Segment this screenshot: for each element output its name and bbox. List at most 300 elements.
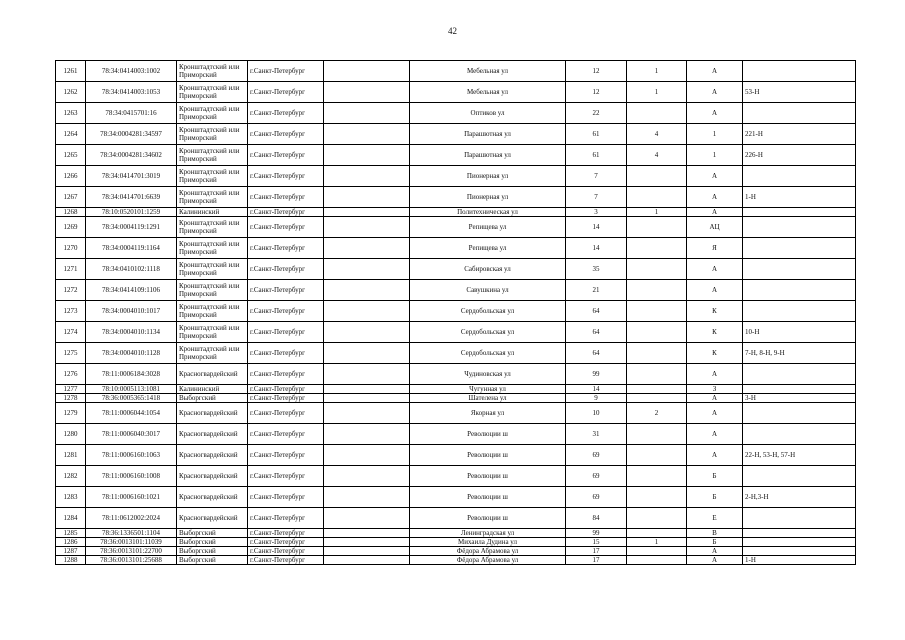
street-cell: Революции ш [410,466,566,487]
city-cell: г.Санкт-Петербург [248,187,324,208]
building-number-cell: 1 [627,538,687,547]
table-row [56,538,856,547]
district-cell: Кронштадтский или Приморский [177,187,248,208]
cadastral-number-cell: 78:11:0006160:1063 [86,445,177,466]
row-number-cell: 1284 [56,508,86,529]
building-number-cell: 1 [627,61,687,82]
letter-cell: К [687,301,743,322]
cadastral-number-cell: 78:11:0006160:1008 [86,466,177,487]
table-row [56,280,856,301]
row-number-cell: 1283 [56,487,86,508]
district-cell: Кронштадтский или Приморский [177,124,248,145]
empty-cell [324,322,410,343]
city-cell: г.Санкт-Петербург [248,301,324,322]
empty-cell [324,166,410,187]
building-number-cell [627,394,687,403]
table-row [56,343,856,364]
building-number-cell [627,385,687,394]
street-cell: Пионерная ул [410,187,566,208]
building-number-cell [627,424,687,445]
building-number-cell [627,547,687,556]
house-number-cell: 99 [566,364,627,385]
empty-cell [324,61,410,82]
city-cell: г.Санкт-Петербург [248,394,324,403]
house-number-cell: 15 [566,538,627,547]
house-number-cell: 35 [566,259,627,280]
building-number-cell [627,301,687,322]
city-cell: г.Санкт-Петербург [248,385,324,394]
house-number-cell: 12 [566,82,627,103]
empty-cell [324,508,410,529]
city-cell: г.Санкт-Петербург [248,466,324,487]
letter-cell: А [687,280,743,301]
city-cell: г.Санкт-Петербург [248,259,324,280]
row-number-cell: 1279 [56,403,86,424]
house-number-cell: 69 [566,445,627,466]
district-cell: Кронштадтский или Приморский [177,343,248,364]
street-cell: Чудиновская ул [410,364,566,385]
letter-cell: А [687,61,743,82]
building-number-cell [627,508,687,529]
street-cell: Фёдора Абрамова ул [410,556,566,565]
street-cell: Сердобольская ул [410,322,566,343]
table-row [56,208,856,217]
building-number-cell [627,322,687,343]
row-number-cell: 1265 [56,145,86,166]
empty-cell [324,364,410,385]
cadastral-number-cell: 78:10:0520101:1259 [86,208,177,217]
premises-cell: 53-Н [743,82,856,103]
street-cell: Сердобольская ул [410,301,566,322]
cadastral-number-cell: 78:34:0415701:16 [86,103,177,124]
city-cell: г.Санкт-Петербург [248,487,324,508]
district-cell: Кронштадтский или Приморский [177,259,248,280]
house-number-cell: 61 [566,145,627,166]
city-cell: г.Санкт-Петербург [248,322,324,343]
cadastral-number-cell: 78:36:0013101:25688 [86,556,177,565]
district-cell: Выборгский [177,556,248,565]
premises-cell [743,538,856,547]
empty-cell [324,445,410,466]
city-cell: г.Санкт-Петербург [248,208,324,217]
house-number-cell: 17 [566,556,627,565]
letter-cell: К [687,322,743,343]
table-row [56,508,856,529]
letter-cell: А [687,82,743,103]
row-number-cell: 1269 [56,217,86,238]
empty-cell [324,217,410,238]
empty-cell [324,466,410,487]
row-number-cell: 1281 [56,445,86,466]
building-number-cell [627,280,687,301]
table-row [56,322,856,343]
premises-cell [743,466,856,487]
table-row [56,61,856,82]
premises-cell [743,166,856,187]
premises-cell: 221-Н [743,124,856,145]
row-number-cell: 1286 [56,538,86,547]
letter-cell: А [687,103,743,124]
row-number-cell: 1268 [56,208,86,217]
street-cell: Революции ш [410,424,566,445]
empty-cell [324,124,410,145]
table-row [56,547,856,556]
premises-cell [743,280,856,301]
district-cell: Красногвардейский [177,424,248,445]
letter-cell: А [687,424,743,445]
street-cell: Сердобольская ул [410,343,566,364]
street-cell: Якорная ул [410,403,566,424]
cadastral-number-cell: 78:11:0006044:1054 [86,403,177,424]
building-number-cell [627,343,687,364]
table-row [56,445,856,466]
row-number-cell: 1288 [56,556,86,565]
table-row [56,145,856,166]
premises-cell [743,529,856,538]
premises-cell: 2-Н,3-Н [743,487,856,508]
house-number-cell: 99 [566,529,627,538]
city-cell: г.Санкт-Петербург [248,547,324,556]
city-cell: г.Санкт-Петербург [248,124,324,145]
premises-cell: 3-Н [743,394,856,403]
building-number-cell [627,364,687,385]
district-cell: Выборгский [177,529,248,538]
table-row [56,385,856,394]
district-cell: Красногвардейский [177,487,248,508]
street-cell: Шателена ул [410,394,566,403]
premises-cell [743,424,856,445]
district-cell: Кронштадтский или Приморский [177,280,248,301]
table-row [56,124,856,145]
district-cell: Кронштадтский или Приморский [177,145,248,166]
street-cell: Чугунная ул [410,385,566,394]
premises-cell: 22-Н, 53-Н, 57-Н [743,445,856,466]
empty-cell [324,238,410,259]
premises-cell [743,385,856,394]
table-row [56,424,856,445]
row-number-cell: 1277 [56,385,86,394]
district-cell: Кронштадтский или Приморский [177,238,248,259]
letter-cell: К [687,343,743,364]
premises-cell: 7-Н, 8-Н, 9-Н [743,343,856,364]
row-number-cell: 1271 [56,259,86,280]
building-number-cell: 4 [627,124,687,145]
table-row [56,394,856,403]
row-number-cell: 1270 [56,238,86,259]
row-number-cell: 1278 [56,394,86,403]
row-number-cell: 1267 [56,187,86,208]
city-cell: г.Санкт-Петербург [248,343,324,364]
cadastral-number-cell: 78:34:0004119:1291 [86,217,177,238]
district-cell: Кронштадтский или Приморский [177,166,248,187]
district-cell: Кронштадтский или Приморский [177,61,248,82]
empty-cell [324,529,410,538]
cadastral-number-cell: 78:36:0013101:22700 [86,547,177,556]
street-cell: Савушкина ул [410,280,566,301]
letter-cell: Е [687,508,743,529]
row-number-cell: 1263 [56,103,86,124]
letter-cell: А [687,259,743,280]
table-row [56,259,856,280]
table-row [56,403,856,424]
house-number-cell: 21 [566,280,627,301]
cadastral-number-cell: 78:34:0414701:6639 [86,187,177,208]
cadastral-number-cell: 78:10:0005113:1081 [86,385,177,394]
row-number-cell: 1273 [56,301,86,322]
cadastral-number-cell: 78:34:0414003:1002 [86,61,177,82]
letter-cell: А [687,166,743,187]
building-number-cell [627,103,687,124]
premises-cell: 1-Н [743,556,856,565]
table-row [56,103,856,124]
city-cell: г.Санкт-Петербург [248,238,324,259]
table-row [56,556,856,565]
house-number-cell: 14 [566,385,627,394]
district-cell: Кронштадтский или Приморский [177,82,248,103]
district-cell: Красногвардейский [177,445,248,466]
empty-cell [324,538,410,547]
house-number-cell: 31 [566,424,627,445]
empty-cell [324,394,410,403]
cadastral-number-cell: 78:34:0414701:3019 [86,166,177,187]
table-body [56,61,856,565]
letter-cell: Б [687,466,743,487]
house-number-cell: 9 [566,394,627,403]
city-cell: г.Санкт-Петербург [248,424,324,445]
cadastral-number-cell: 78:34:0410102:1118 [86,259,177,280]
row-number-cell: 1287 [56,547,86,556]
cadastral-number-cell: 78:11:0006040:3017 [86,424,177,445]
empty-cell [324,556,410,565]
house-number-cell: 14 [566,238,627,259]
street-cell: Сабировская ул [410,259,566,280]
letter-cell: АЦ [687,217,743,238]
empty-cell [324,403,410,424]
district-cell: Выборгский [177,547,248,556]
premises-cell [743,508,856,529]
building-number-cell [627,217,687,238]
table-row [56,82,856,103]
city-cell: г.Санкт-Петербург [248,280,324,301]
row-number-cell: 1275 [56,343,86,364]
city-cell: г.Санкт-Петербург [248,103,324,124]
city-cell: г.Санкт-Петербург [248,145,324,166]
letter-cell: Б [687,487,743,508]
empty-cell [324,343,410,364]
street-cell: Революции ш [410,445,566,466]
district-cell: Красногвардейский [177,403,248,424]
letter-cell: А [687,364,743,385]
cadastral-number-cell: 78:34:0004281:34597 [86,124,177,145]
empty-cell [324,547,410,556]
row-number-cell: 1276 [56,364,86,385]
house-number-cell: 7 [566,187,627,208]
house-number-cell: 17 [566,547,627,556]
row-number-cell: 1282 [56,466,86,487]
city-cell: г.Санкт-Петербург [248,508,324,529]
empty-cell [324,82,410,103]
letter-cell: Б [687,538,743,547]
street-cell: Репищева ул [410,238,566,259]
district-cell: Калининский [177,385,248,394]
letter-cell: А [687,556,743,565]
house-number-cell: 7 [566,166,627,187]
building-number-cell [627,166,687,187]
cadastral-number-cell: 78:34:0414109:1106 [86,280,177,301]
page-number: 42 [448,26,457,36]
row-number-cell: 1285 [56,529,86,538]
street-cell: Революции ш [410,508,566,529]
district-cell: Кронштадтский или Приморский [177,301,248,322]
city-cell: г.Санкт-Петербург [248,529,324,538]
letter-cell: А [687,403,743,424]
premises-cell: 1-Н [743,187,856,208]
city-cell: г.Санкт-Петербург [248,403,324,424]
premises-cell [743,364,856,385]
table-row [56,466,856,487]
letter-cell: З [687,385,743,394]
city-cell: г.Санкт-Петербург [248,538,324,547]
cadastral-number-cell: 78:34:0004010:1134 [86,322,177,343]
city-cell: г.Санкт-Петербург [248,82,324,103]
cadastral-number-cell: 78:11:0006160:1021 [86,487,177,508]
house-number-cell: 61 [566,124,627,145]
letter-cell: А [687,445,743,466]
house-number-cell: 69 [566,487,627,508]
letter-cell: А [687,547,743,556]
table-row [56,238,856,259]
premises-cell [743,61,856,82]
street-cell: Парашютная ул [410,124,566,145]
premises-cell [743,103,856,124]
letter-cell: Я [687,238,743,259]
district-cell: Выборгский [177,538,248,547]
house-number-cell: 84 [566,508,627,529]
district-cell: Кронштадтский или Приморский [177,217,248,238]
city-cell: г.Санкт-Петербург [248,166,324,187]
empty-cell [324,487,410,508]
table-row [56,301,856,322]
row-number-cell: 1261 [56,61,86,82]
cadastral-number-cell: 78:11:0612002:2024 [86,508,177,529]
premises-cell [743,208,856,217]
letter-cell: А [687,394,743,403]
building-number-cell [627,556,687,565]
premises-cell [743,547,856,556]
cadastral-number-cell: 78:34:0004119:1164 [86,238,177,259]
house-number-cell: 64 [566,322,627,343]
premises-cell [743,217,856,238]
building-number-cell: 4 [627,145,687,166]
premises-cell [743,403,856,424]
street-cell: Оптиков ул [410,103,566,124]
cadastral-number-cell: 78:11:0006184:3028 [86,364,177,385]
empty-cell [324,145,410,166]
cadastral-number-cell: 78:36:0013101:11039 [86,538,177,547]
empty-cell [324,208,410,217]
cadastral-number-cell: 78:34:0414003:1053 [86,82,177,103]
building-number-cell [627,466,687,487]
row-number-cell: 1266 [56,166,86,187]
building-number-cell [627,259,687,280]
cadastral-number-cell: 78:34:0004010:1128 [86,343,177,364]
registry-table [55,60,856,565]
city-cell: г.Санкт-Петербург [248,217,324,238]
street-cell: Пионерная ул [410,166,566,187]
house-number-cell: 12 [566,61,627,82]
district-cell: Красногвардейский [177,508,248,529]
building-number-cell: 1 [627,208,687,217]
empty-cell [324,259,410,280]
table-row [56,217,856,238]
city-cell: г.Санкт-Петербург [248,364,324,385]
table-row [56,187,856,208]
letter-cell: 1 [687,145,743,166]
empty-cell [324,301,410,322]
street-cell: Михаила Дудина ул [410,538,566,547]
table-row [56,364,856,385]
cadastral-number-cell: 78:36:1336501:1104 [86,529,177,538]
building-number-cell [627,238,687,259]
street-cell: Фёдора Абрамова ул [410,547,566,556]
row-number-cell: 1280 [56,424,86,445]
street-cell: Политехническая ул [410,208,566,217]
building-number-cell: 2 [627,403,687,424]
empty-cell [324,385,410,394]
street-cell: Парашютная ул [410,145,566,166]
empty-cell [324,280,410,301]
house-number-cell: 69 [566,466,627,487]
city-cell: г.Санкт-Петербург [248,445,324,466]
district-cell: Красногвардейский [177,466,248,487]
row-number-cell: 1274 [56,322,86,343]
building-number-cell: 1 [627,82,687,103]
street-cell: Мебельная ул [410,82,566,103]
house-number-cell: 10 [566,403,627,424]
district-cell: Кронштадтский или Приморский [177,322,248,343]
house-number-cell: 3 [566,208,627,217]
district-cell: Выборгский [177,394,248,403]
building-number-cell [627,487,687,508]
district-cell: Калининский [177,208,248,217]
premises-cell [743,301,856,322]
empty-cell [324,424,410,445]
building-number-cell [627,445,687,466]
table-row [56,529,856,538]
building-number-cell [627,529,687,538]
table-row [56,487,856,508]
street-cell: Мебельная ул [410,61,566,82]
row-number-cell: 1272 [56,280,86,301]
empty-cell [324,103,410,124]
premises-cell: 226-Н [743,145,856,166]
house-number-cell: 64 [566,343,627,364]
district-cell: Красногвардейский [177,364,248,385]
letter-cell: 1 [687,124,743,145]
street-cell: Революции ш [410,487,566,508]
house-number-cell: 14 [566,217,627,238]
row-number-cell: 1262 [56,82,86,103]
house-number-cell: 22 [566,103,627,124]
city-cell: г.Санкт-Петербург [248,61,324,82]
city-cell: г.Санкт-Петербург [248,556,324,565]
empty-cell [324,187,410,208]
house-number-cell: 64 [566,301,627,322]
premises-cell [743,238,856,259]
letter-cell: А [687,187,743,208]
cadastral-number-cell: 78:34:0004010:1017 [86,301,177,322]
premises-cell [743,259,856,280]
